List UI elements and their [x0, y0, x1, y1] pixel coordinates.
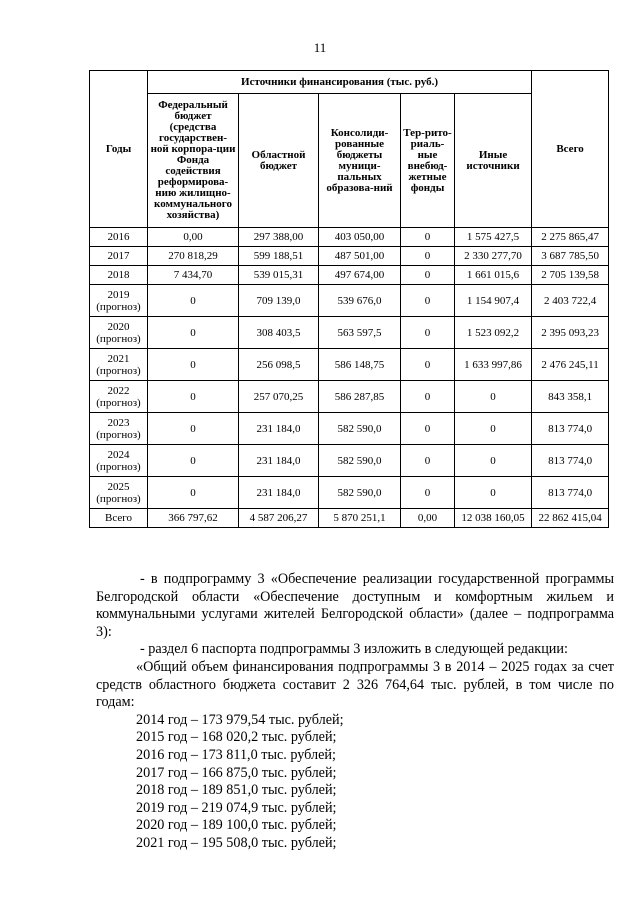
cell-federal: 0 [148, 317, 239, 349]
cell-other: 1 523 092,2 [455, 317, 532, 349]
cell-territorial: 0 [401, 285, 455, 317]
cell-municipal: 497 674,00 [319, 266, 401, 285]
table-row [90, 413, 609, 445]
table-row-total [90, 509, 609, 528]
paragraph-total-financing: «Общий объем финансирования подпрограммы 3 в 2014 – 2025 годах за счет средств областного бюджета составит 2 326 764,64 тыс. рублей, в том числе по годам: [96, 658, 614, 711]
header-municipal-budgets: Консолиди-рованные бюджеты муници-пальных образова-ний [319, 94, 401, 228]
year-line: 2018 год – 189 851,0 тыс. рублей; [136, 782, 337, 799]
row-year: 2022 (прогноз) [90, 381, 148, 413]
row-year: 2019 (прогноз) [90, 285, 148, 317]
cell-total: 2 395 093,23 [532, 317, 609, 349]
paragraph-section-6: - раздел 6 паспорта подпрограммы 3 изложить в следующей редакции: [140, 641, 568, 658]
cell-other: 1 661 015,6 [455, 266, 532, 285]
row-year: Всего [90, 509, 148, 528]
cell-other: 0 [455, 445, 532, 477]
cell-total: 813 774,0 [532, 445, 609, 477]
header-years: Годы [90, 71, 148, 228]
cell-total: 2 705 139,58 [532, 266, 609, 285]
cell-federal: 0,00 [148, 228, 239, 247]
cell-other: 0 [455, 381, 532, 413]
cell-municipal: 582 590,0 [319, 477, 401, 509]
cell-federal: 270 818,29 [148, 247, 239, 266]
cell-territorial: 0 [401, 413, 455, 445]
row-year: 2024 (прогноз) [90, 445, 148, 477]
cell-other: 0 [455, 413, 532, 445]
header-sources: Источники финансирования (тыс. руб.) [148, 71, 532, 94]
header-total: Всего [532, 71, 609, 228]
year-line: 2016 год – 173 811,0 тыс. рублей; [136, 746, 336, 763]
cell-total: 813 774,0 [532, 413, 609, 445]
row-year: 2016 [90, 228, 148, 247]
cell-total: 2 476 245,11 [532, 349, 609, 381]
cell-municipal: 586 287,85 [319, 381, 401, 413]
cell-territorial: 0 [401, 381, 455, 413]
cell-municipal: 5 870 251,1 [319, 509, 401, 528]
cell-regional: 257 070,25 [239, 381, 319, 413]
row-year: 2017 [90, 247, 148, 266]
cell-regional: 297 388,00 [239, 228, 319, 247]
cell-federal: 0 [148, 413, 239, 445]
cell-municipal: 582 590,0 [319, 445, 401, 477]
cell-municipal: 487 501,00 [319, 247, 401, 266]
cell-federal: 0 [148, 285, 239, 317]
cell-other: 1 633 997,86 [455, 349, 532, 381]
page-number: 11 [313, 40, 327, 55]
cell-regional: 231 184,0 [239, 445, 319, 477]
table-row [90, 317, 609, 349]
table-row [90, 247, 609, 266]
cell-federal: 0 [148, 445, 239, 477]
header-regional-budget: Областной бюджет [239, 94, 319, 228]
row-year: 2025 (прогноз) [90, 477, 148, 509]
cell-territorial: 0 [401, 317, 455, 349]
table-row [90, 349, 609, 381]
cell-territorial: 0 [401, 349, 455, 381]
cell-federal: 366 797,62 [148, 509, 239, 528]
row-year: 2021 (прогноз) [90, 349, 148, 381]
cell-federal: 0 [148, 477, 239, 509]
cell-municipal: 582 590,0 [319, 413, 401, 445]
cell-territorial: 0 [401, 266, 455, 285]
cell-federal: 0 [148, 349, 239, 381]
cell-other: 0 [455, 477, 532, 509]
cell-municipal: 403 050,00 [319, 228, 401, 247]
header-territorial-funds: Тер-рито-риаль-ные внебюд-жетные фонды [401, 94, 455, 228]
cell-regional: 709 139,0 [239, 285, 319, 317]
cell-other: 2 330 277,70 [455, 247, 532, 266]
cell-regional: 308 403,5 [239, 317, 319, 349]
cell-territorial: 0,00 [401, 509, 455, 528]
table-row [90, 445, 609, 477]
cell-federal: 7 434,70 [148, 266, 239, 285]
cell-total: 2 275 865,47 [532, 228, 609, 247]
cell-total: 843 358,1 [532, 381, 609, 413]
cell-territorial: 0 [401, 228, 455, 247]
cell-municipal: 539 676,0 [319, 285, 401, 317]
header-federal-budget: Федеральный бюджет (средства государствен-ной корпора-ции Фонда содействия реформирова-нию жилищно-коммунального хозяйства) [148, 94, 239, 228]
cell-federal: 0 [148, 381, 239, 413]
cell-other: 12 038 160,05 [455, 509, 532, 528]
body-text [96, 571, 614, 853]
cell-regional: 599 188,51 [239, 247, 319, 266]
row-year: 2018 [90, 266, 148, 285]
cell-regional: 231 184,0 [239, 413, 319, 445]
cell-territorial: 0 [401, 477, 455, 509]
cell-regional: 231 184,0 [239, 477, 319, 509]
year-line: 2015 год – 168 020,2 тыс. рублей; [136, 729, 337, 746]
cell-municipal: 586 148,75 [319, 349, 401, 381]
year-line: 2020 год – 189 100,0 тыс. рублей; [136, 817, 337, 834]
year-line: 2019 год – 219 074,9 тыс. рублей; [136, 799, 337, 816]
cell-total: 2 403 722,4 [532, 285, 609, 317]
year-line: 2014 год – 173 979,54 тыс. рублей; [136, 711, 344, 728]
row-year: 2023 (прогноз) [90, 413, 148, 445]
year-line: 2021 год – 195 508,0 тыс. рублей; [136, 834, 337, 851]
paragraph-subprogram-3: - в подпрограмму 3 «Обеспечение реализации государственной программы Белгородской области «Обеспечение доступным и комфортным жильем и коммунальными услугами жителей Белгородской области» (далее – подпрограмма 3): [96, 571, 614, 640]
table-row [90, 477, 609, 509]
cell-other: 1 575 427,5 [455, 228, 532, 247]
year-line: 2017 год – 166 875,0 тыс. рублей; [136, 764, 337, 781]
table-row [90, 228, 609, 247]
cell-municipal: 563 597,5 [319, 317, 401, 349]
cell-total: 3 687 785,50 [532, 247, 609, 266]
cell-other: 1 154 907,4 [455, 285, 532, 317]
table-row [90, 285, 609, 317]
financing-table [89, 70, 609, 528]
cell-territorial: 0 [401, 247, 455, 266]
cell-total: 22 862 415,04 [532, 509, 609, 528]
header-other-sources: Иные источники [455, 94, 532, 228]
cell-territorial: 0 [401, 445, 455, 477]
cell-regional: 539 015,31 [239, 266, 319, 285]
table-row [90, 266, 609, 285]
cell-regional: 4 587 206,27 [239, 509, 319, 528]
cell-regional: 256 098,5 [239, 349, 319, 381]
row-year: 2020 (прогноз) [90, 317, 148, 349]
cell-total: 813 774,0 [532, 477, 609, 509]
table-row [90, 381, 609, 413]
